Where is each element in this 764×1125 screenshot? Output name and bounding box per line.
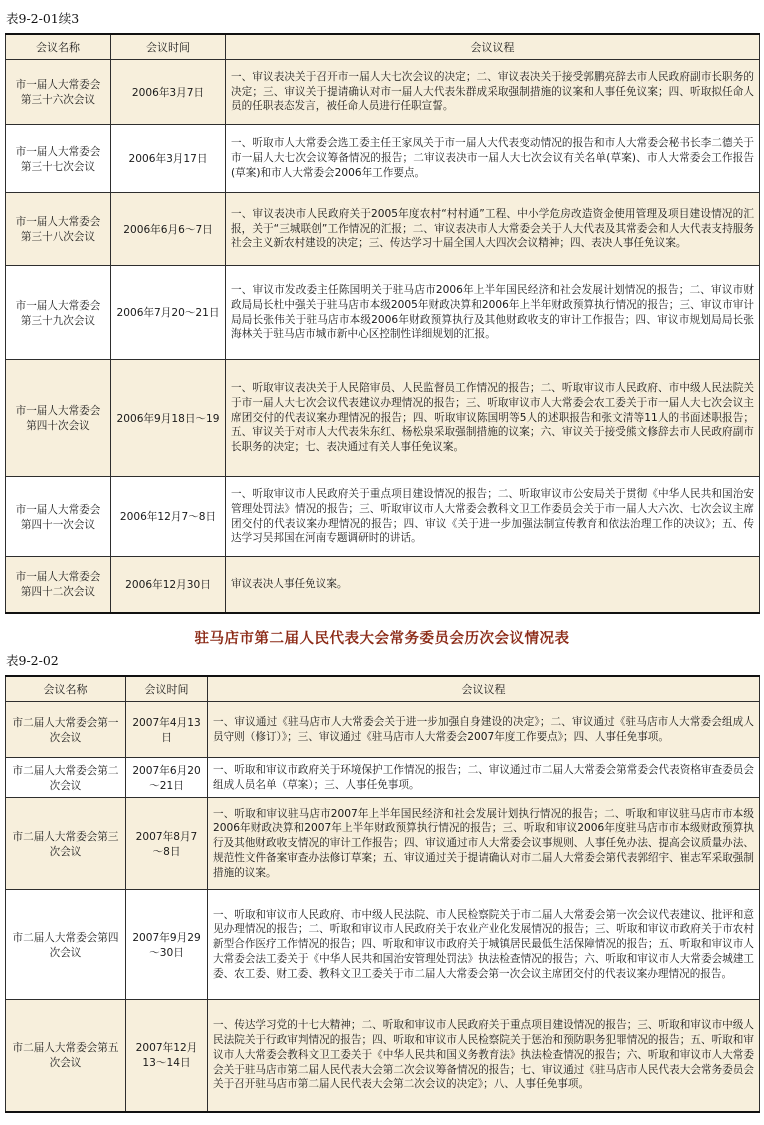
meeting-time: 2007年8月7～8日 [126, 798, 208, 890]
meeting-time: 2007年6月20～21日 [126, 758, 208, 798]
table1 [5, 33, 760, 614]
meeting-time: 2006年3月7日 [111, 60, 226, 125]
meeting-name: 市一届人大常委会第三十八次会议 [6, 193, 111, 266]
table-row [6, 1000, 760, 1112]
meeting-name: 市一届人大常委会第四十次会议 [6, 360, 111, 477]
meeting-name: 市二届人大常委会第五次会议 [6, 1000, 126, 1112]
meeting-name: 市一届人大常委会第三十六次会议 [6, 60, 111, 125]
meeting-agenda: 一、听取市人大常委会选工委主任王家凤关于市一届人大代表变动情况的报告和市人大常委会秘书长李二德关于市一届人大七次会议筹备情况的报告；二审议表决市一届人大七次会议有关名单(草案)、市人大常委会工作报告(草案)和市人大常委会2006年工作要点。 [226, 125, 760, 193]
table-row [6, 477, 760, 557]
table1-caption: 表9-2-01续3 [6, 11, 80, 26]
header-meeting-time: 会议时间 [111, 34, 226, 60]
table2-caption: 表9-2-02 [6, 653, 59, 668]
meeting-agenda: 审议表决人事任免议案。 [226, 557, 760, 613]
table-row [6, 360, 760, 477]
header-meeting-name: 会议名称 [6, 676, 126, 702]
table-row [6, 193, 760, 266]
meeting-agenda: 一、听取和审议驻马店市2007年上半年国民经济和社会发展计划执行情况的报告；二、听取和审议驻马店市市本级2006年财政决算和2007年上半年财政预算执行情况的报告；三、听取和审议2006年度驻马店市市本级财政预算执行及其他财政收支情况的审计工作报告；四、审议通过市人大常委会议事规则、人事任免办法、提高会议质量办法、规范性文件备案审查办法修订草案；五、审议通过关于提请确认对市二届人大常委会第代表郭绍宇、崔志军采取强制措施的议案。 [208, 798, 760, 890]
meeting-name: 市一届人大常委会第四十二次会议 [6, 557, 111, 613]
table-row [6, 266, 760, 360]
meeting-agenda: 一、审议通过《驻马店市人大常委会关于进一步加强自身建设的决定》；二、审议通过《驻马店市人大常委会组成人员守则（修订）》；三、审议通过《驻马店市人大常委会2007年度工作要点》；四、人事任免事项。 [208, 702, 760, 758]
meeting-agenda: 一、审议表决市人民政府关于2005年度农村“村村通”工程、中小学危房改造资金使用管理及项目建设情况的汇报，关于“三城联创”工作情况的汇报；二、审议表决市人大常委会关于人大代表及其常委会和人大代表支持服务社会主义新农村建设的决定；三、传达学习十届全国人大四次会议精神；四、表决人事任免议案。 [226, 193, 760, 266]
meeting-agenda: 一、听取和审议市政府关于环境保护工作情况的报告；二、审议通过市二届人大常委会第常委会代表资格审查委员会组成人员名单（草案）；三、人事任免事项。 [208, 758, 760, 798]
meeting-time: 2006年12月7～8日 [111, 477, 226, 557]
meeting-agenda: 一、听取和审议市人民政府、市中级人民法院、市人民检察院关于市二届人大常委会第一次会议代表建议、批评和意见办理情况的报告；二、听取和审议市人民政府关于农业产业化发展情况的报告；三、听取和审议市政府关于市农村新型合作医疗工作情况的报告；四、听取和审议市政府关于城镇居民最低生活保障情况的报告；五、听取和审议市人大常委会法工委关于《中华人民共和国治安管理处罚法》执法检查情况的报告；六、听取和审议市人大常委会城建工委、农工委、财工委、教科文卫工委关于市二届人大常委会第一次会议主席团交付的代表议案办理情况的报告。 [208, 890, 760, 1000]
meeting-agenda: 一、听取审议市人民政府关于重点项目建设情况的报告；二、听取审议市公安局关于贯彻《中华人民共和国治安管理处罚法》情况的报告；三、听取审议市人大常委会教科文卫工作委员会关于市一届人大六次、七次会议主席团交付的代表议案办理情况的报告；四、审议《关于进一步加强法制宣传教育和依法治理工作的决议》；五、传达学习吴邦国在河南专题调研时的讲话。 [226, 477, 760, 557]
meeting-time: 2006年3月17日 [111, 125, 226, 193]
meeting-name: 市二届人大常委会第二次会议 [6, 758, 126, 798]
meeting-agenda: 一、听取审议表决关于人民陪审员、人民监督员工作情况的报告；二、听取审议市人民政府、市中级人民法院关于市一届人大七次会议代表建议办理情况的报告；三、听取审议市人大常委会农工委关于市一届人大七次会议主席团交付的代表议案办理情况的报告；四、听取审议陈国明等5人的述职报告和张文清等11人的书面述职报告；五、审议关于对市人大代表朱东红、杨松泉采取强制措施的议案；六、审议关于接受熊文修辞去市人民政府副市长职务的决定；七、表决通过有关人事任免议案。 [226, 360, 760, 477]
meeting-time: 2006年9月18日～19 [111, 360, 226, 477]
header-meeting-agenda: 会议议程 [226, 34, 760, 60]
meeting-name: 市一届人大常委会第三十九次会议 [6, 266, 111, 360]
table2-title: 驻马店市第二届人民代表大会常务委员会历次会议情况表 [194, 630, 570, 647]
table-row [6, 557, 760, 613]
table-row [6, 798, 760, 890]
meeting-name: 市二届人大常委会第一次会议 [6, 702, 126, 758]
meeting-agenda: 一、传达学习党的十七大精神；二、听取和审议市人民政府关于重点项目建设情况的报告；三、听取和审议市中级人民法院关于行政审判情况的报告；四、听取和审议市人民检察院关于惩治和预防职务犯罪情况的报告；五、听取和审议市人大常委会教科文卫工委关于《中华人民共和国义务教育法》执法检查情况的报告；六、听取和审议市人大常委会关于驻马店市第二届人民代表大会第二次会议筹备情况的报告；七、审议通过《驻马店市人民代表大会常务委员会关于召开驻马店市第二届人民代表大会第二次会议的决定》；八、人事任免事项。 [208, 1000, 760, 1112]
meeting-time: 2006年7月20～21日 [111, 266, 226, 360]
meeting-time: 2006年6月6～7日 [111, 193, 226, 266]
meeting-time: 2007年4月13日 [126, 702, 208, 758]
meeting-time: 2007年9月29～30日 [126, 890, 208, 1000]
table-row [6, 125, 760, 193]
header-meeting-name: 会议名称 [6, 34, 111, 60]
table-row [6, 758, 760, 798]
table2 [5, 675, 760, 1113]
meeting-time: 2006年12月30日 [111, 557, 226, 613]
meeting-name: 市一届人大常委会第三十七次会议 [6, 125, 111, 193]
table-row [6, 702, 760, 758]
table-row [6, 890, 760, 1000]
table-row [6, 60, 760, 125]
meeting-name: 市二届人大常委会第四次会议 [6, 890, 126, 1000]
header-meeting-time: 会议时间 [126, 676, 208, 702]
table2-header-row [6, 676, 760, 702]
meeting-name: 市二届人大常委会第三次会议 [6, 798, 126, 890]
meeting-name: 市一届人大常委会第四十一次会议 [6, 477, 111, 557]
meeting-time: 2007年12月13～14日 [126, 1000, 208, 1112]
meeting-agenda: 一、审议市发改委主任陈国明关于驻马店市2006年上半年国民经济和社会发展计划情况的报告；二、审议市财政局局长杜中强关于驻马店市本级2005年财政决算和2006年上半年财政预算执行情况的报告；三、审议市审计局局长张伟关于驻马店市本级2006年财政预算执行及其他财政收支的审计工作报告；四、审议市规划局局长张海林关于驻马店市城市新中心区控制性详细规划的汇报。 [226, 266, 760, 360]
header-meeting-agenda: 会议议程 [208, 676, 760, 702]
meeting-agenda: 一、审议表决关于召开市一届人大七次会议的决定；二、审议表决关于接受郭鹏亮辞去市人民政府副市长职务的决定；三、审议关于提请确认对市一届人大代表朱群成采取强制措施的议案和人事任免议案；四、听取拟任命人员的任职表态发言，被任命人员进行任职宣誓。 [226, 60, 760, 125]
table1-header-row [6, 34, 760, 60]
